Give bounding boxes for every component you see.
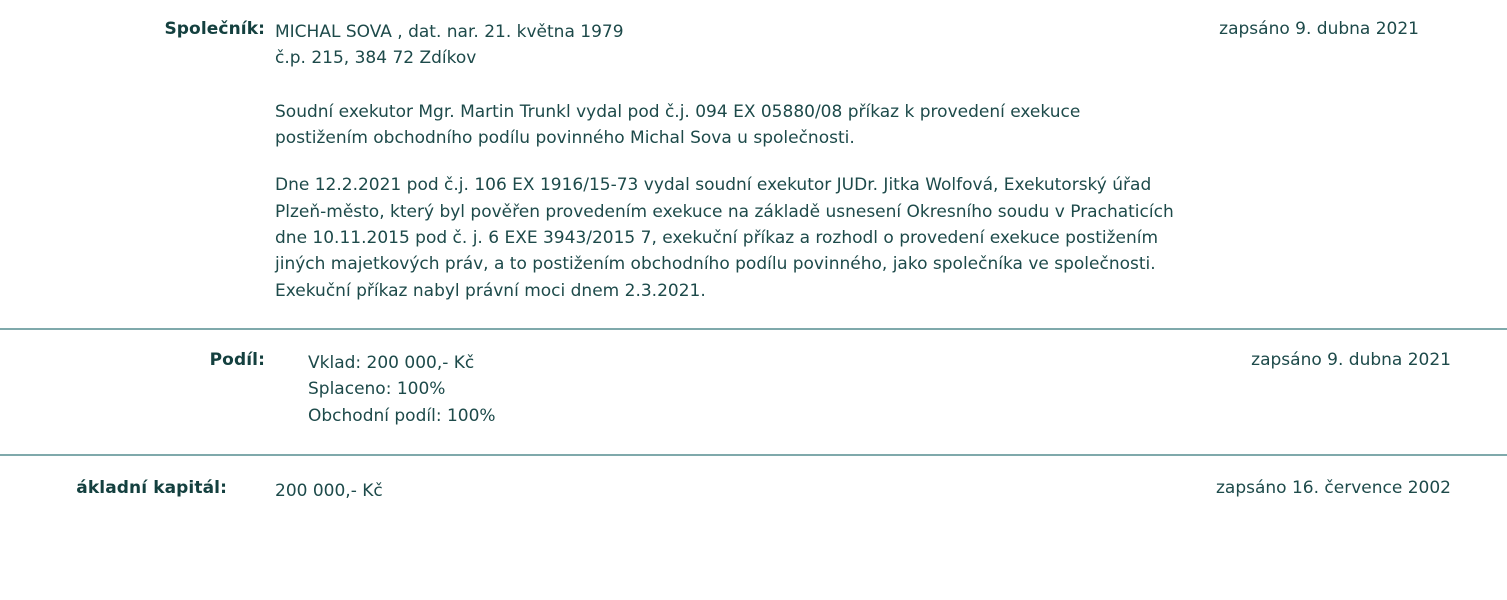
record-body-zakladni-kapital xyxy=(227,478,1207,504)
record-body-spolecnik xyxy=(265,19,1175,304)
podil-splaceno-line: Splaceno: 100% xyxy=(308,379,446,400)
podil-details xyxy=(308,350,1207,429)
record-date-podil: zapsáno 9. dubna 2021 xyxy=(1251,350,1451,371)
spolecnik-note-1: Soudní exekutor Mgr. Martin Trunkl vydal pod č.j. 094 EX 05880/08 příkaz k provedení exekuce postižením obchodního podílu povinného Michal Sova u společnosti. xyxy=(275,101,1081,149)
spolecnik-name-line: MICHAL SOVA , dat. nar. 21. května 1979 xyxy=(275,22,624,42)
zakladni-kapital-amount: 200 000,- Kč xyxy=(275,481,383,502)
record-label-podil: Podíl: xyxy=(209,350,265,371)
record-label-zakladni-kapital: ákladní kapitál: xyxy=(76,478,227,499)
spolecnik-note-2: Dne 12.2.2021 pod č.j. 106 EX 1916/15-73 vydal soudní exekutor JUDr. Jitka Wolfová, Exekutorský úřad Plzeň-město, který byl pověřen provedením exekuce na základě usnesení Okresního soudu v Prachaticích dne 10.11.2015 pod č. j. 6 EXE 3943/2015 7, exekuční příkaz a rozhodl o provedení exekuce postižením jiných majetkových práv, a to postižením obchodního podílu povinného, jako společníka ve společnosti. Exekuční příkaz nabyl právní moci dnem 2.3.2021. xyxy=(275,175,1174,301)
podil-obchodni-podil-line: Obchodní podíl: 100% xyxy=(308,405,496,426)
record-body-podil xyxy=(265,350,1207,429)
spolecnik-identity-block xyxy=(275,19,1175,72)
spolecnik-address-line: č.p. 215, 384 72 Zdíkov xyxy=(275,48,477,69)
record-zakladni-kapital xyxy=(0,456,1507,504)
record-label-spolecnik: Společník: xyxy=(164,19,265,39)
record-date-zakladni-kapital: zapsáno 16. července 2002 xyxy=(1216,478,1451,499)
record-date-spolecnik: zapsáno 9. dubna 2021 xyxy=(1219,19,1419,39)
podil-vklad-line: Vklad: 200 000,- Kč xyxy=(308,353,475,374)
record-podil xyxy=(0,330,1507,454)
